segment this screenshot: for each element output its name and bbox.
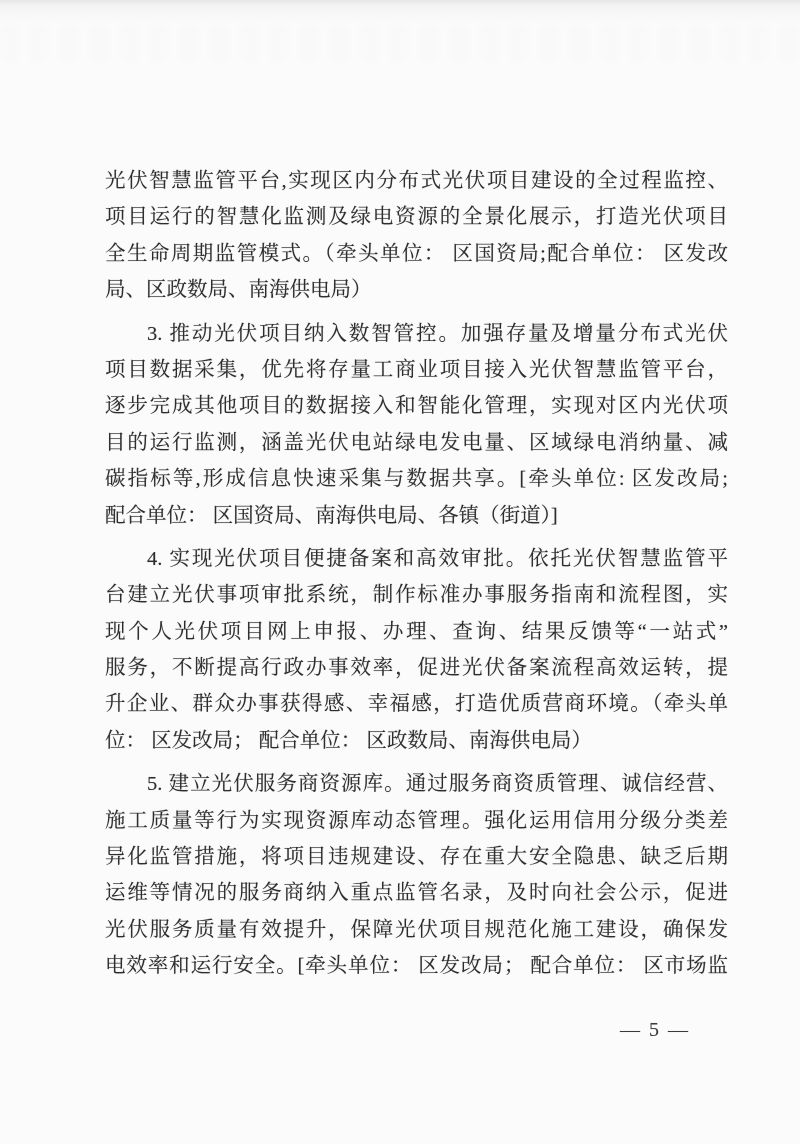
text-line: 4. 实现光伏项目便捷备案和高效审批。依托光伏智慧监管平 (147, 547, 728, 570)
text-line: 台建立光伏事项审批系统，制作标准办事服务指南和流程图，实 (105, 584, 728, 607)
text-line: 碳指标等,形成信息快速采集与数据共享。[牵头单位: 区发改局; (105, 468, 728, 491)
text-line: 配合单位： 区国资局、南海供电局、各镇（街道）] (105, 504, 558, 527)
text-line: 3. 推动光伏项目纳入数智管控。加强存量及增量分布式光伏 (147, 322, 728, 345)
paragraph (105, 766, 728, 984)
text-line: 局、区政数局、南海供电局） (105, 279, 372, 302)
text-line: 全生命周期监管模式。（牵头单位： 区国资局;配合单位： 区发改 (105, 242, 728, 265)
text-line: 位： 区发改局； 配合单位： 区政数局、南海供电局） (105, 729, 592, 752)
text-line: 服务，不断提高行政办事效率，促进光伏备案流程高效运转，提 (105, 657, 728, 680)
paragraph (105, 316, 728, 534)
document-body (105, 163, 728, 992)
text-line: 项目数据采集，优先将存量工商业项目接入光伏智慧监管平台， (105, 358, 728, 381)
page-number: — 5 — (620, 1019, 690, 1041)
text-line: 现个人光伏项目网上申报、办理、查询、结果反馈等“一站式” (105, 620, 728, 643)
scan-bleed-through (0, 26, 800, 60)
text-line: 电效率和运行安全。[牵头单位： 区发改局； 配合单位： 区市场监 (105, 955, 728, 978)
text-line: 施工质量等行为实现资源库动态管理。强化运用信用分级分类差 (105, 809, 728, 832)
text-line: 5. 建立光伏服务商资源库。通过服务商资质管理、诚信经营、 (147, 773, 728, 796)
text-line: 运维等情况的服务商纳入重点监管名录，及时向社会公示，促进 (105, 882, 728, 905)
text-line: 目的运行监测，涵盖光伏电站绿电发电量、区域绿电消纳量、减 (105, 431, 728, 454)
text-line: 光伏服务质量有效提升，保障光伏项目规范化施工建设，确保发 (105, 918, 728, 941)
text-line: 项目运行的智慧化监测及绿电资源的全景化展示，打造光伏项目 (105, 206, 728, 229)
text-line: 异化监管措施，将项目违规建设、存在重大安全隐患、缺乏后期 (105, 846, 728, 869)
paragraph (105, 541, 728, 759)
text-line: 逐步完成其他项目的数据接入和智能化管理，实现对区内光伏项 (105, 395, 728, 418)
text-line: 光伏智慧监管平台,实现区内分布式光伏项目建设的全过程监控、 (105, 170, 728, 192)
paragraph (105, 163, 728, 309)
text-line: 升企业、群众办事获得感、幸福感，打造优质营商环境。（牵头单 (105, 693, 728, 716)
